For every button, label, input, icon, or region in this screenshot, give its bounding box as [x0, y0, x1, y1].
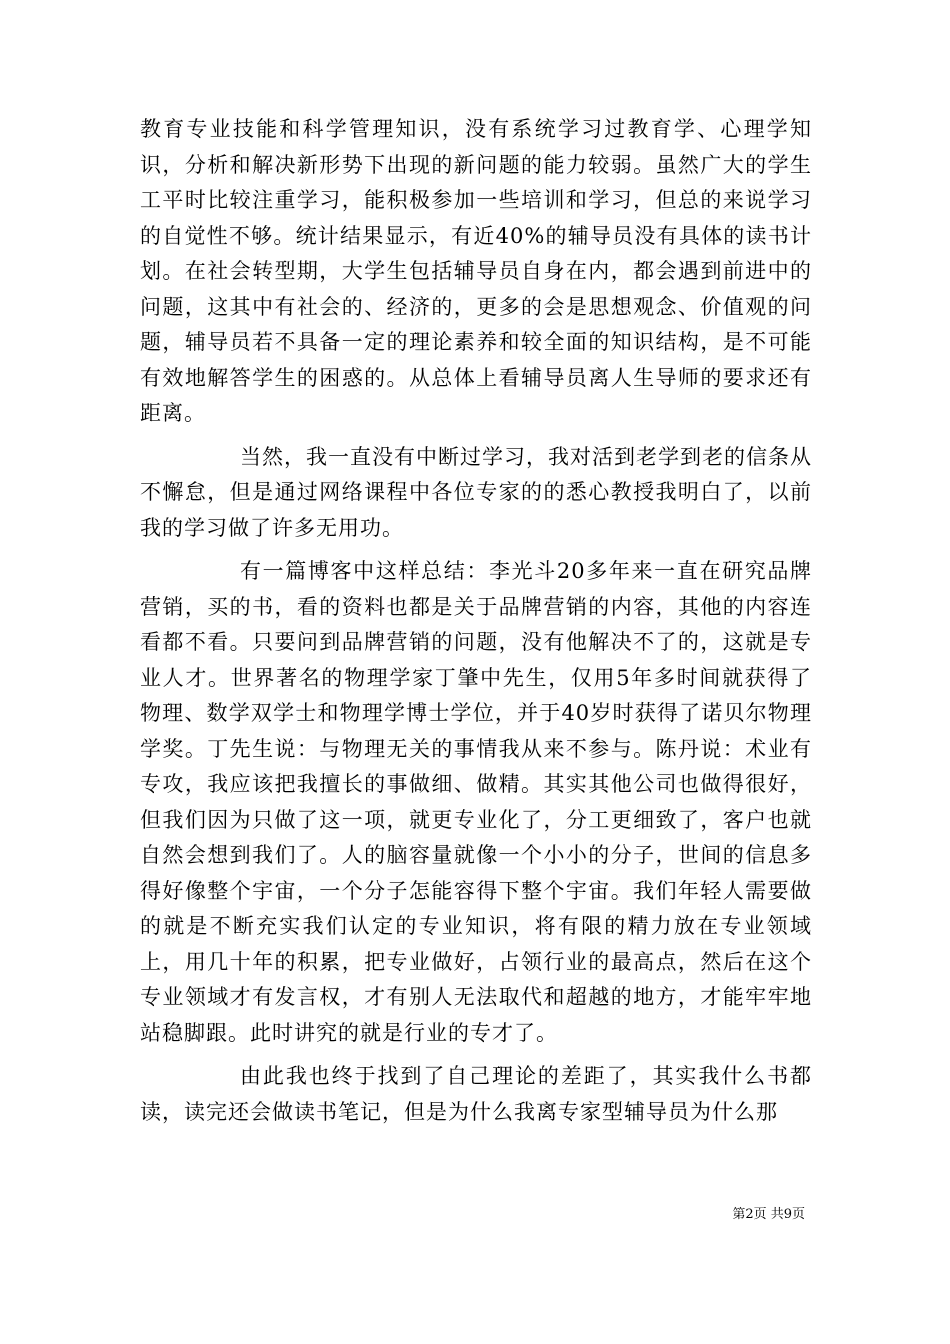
paragraph-4: 由此我也终于找到了自己理论的差距了，其实我什么书都读，读完还会做读书笔记，但是为什么我离专家型辅导员为什么那	[140, 1064, 812, 1124]
paragraph-3: 有一篇博客中这样总结：李光斗20多年来一直在研究品牌营销，买的书，看的资料也都是关于品牌营销的内容，其他的内容连看都不看。只要问到品牌营销的问题，没有他解决不了的，这就是专业人才。世界著名的物理学家丁肇中先生，仅用5年多时间就获得了物理、数学双学士和物理学博士学位，并于40岁时获得了诺贝尔物理学奖。丁先生说：与物理无关的事情我从来不参与。陈丹说：术业有专攻，我应该把我擅长的事做细、做精。其实其他公司也做得很好，但我们因为只做了这一项，就更专业化了，分工更细致了，客户也就自然会想到我们了。人的脑容量就像一个小小的分子，世间的信息多得好像整个宇宙，一个分子怎能容得下整个宇宙。我们年轻人需要做的就是不断充实我们认定的专业知识，将有限的精力放在专业领域上，用几十年的积累，把专业做好，占领行业的最高点，然后在这个专业领域才有发言权，才有别人无法取代和超越的地方，才能牢牢地站稳脚跟。此时讲究的就是行业的专才了。	[140, 559, 812, 1045]
paragraph-2: 当然，我一直没有中断过学习，我对活到老学到老的信条从不懈怠，但是通过网络课程中各位专家的的悉心教授我明白了，以前我的学习做了许多无用功。	[140, 444, 812, 540]
paragraph-1: 教育专业技能和科学管理知识，没有系统学习过教育学、心理学知识，分析和解决新形势下出现的新问题的能力较弱。虽然广大的学生工平时比较注重学习，能积极参加一些培训和学习，但总的来说学习的自觉性不够。统计结果显示，有近40%的辅导员没有具体的读书计划。在社会转型期，大学生包括辅导员自身在内，都会遇到前进中的问题，这其中有社会的、经济的，更多的会是思想观念、价值观的问题，辅导员若不具备一定的理论素养和较全面的知识结构，是不可能有效地解答学生的困惑的。从总体上看辅导员离人生导师的要求还有距离。	[140, 117, 812, 425]
body-text	[140, 112, 812, 1130]
page-number: 第2页 共9页	[732, 1207, 805, 1222]
